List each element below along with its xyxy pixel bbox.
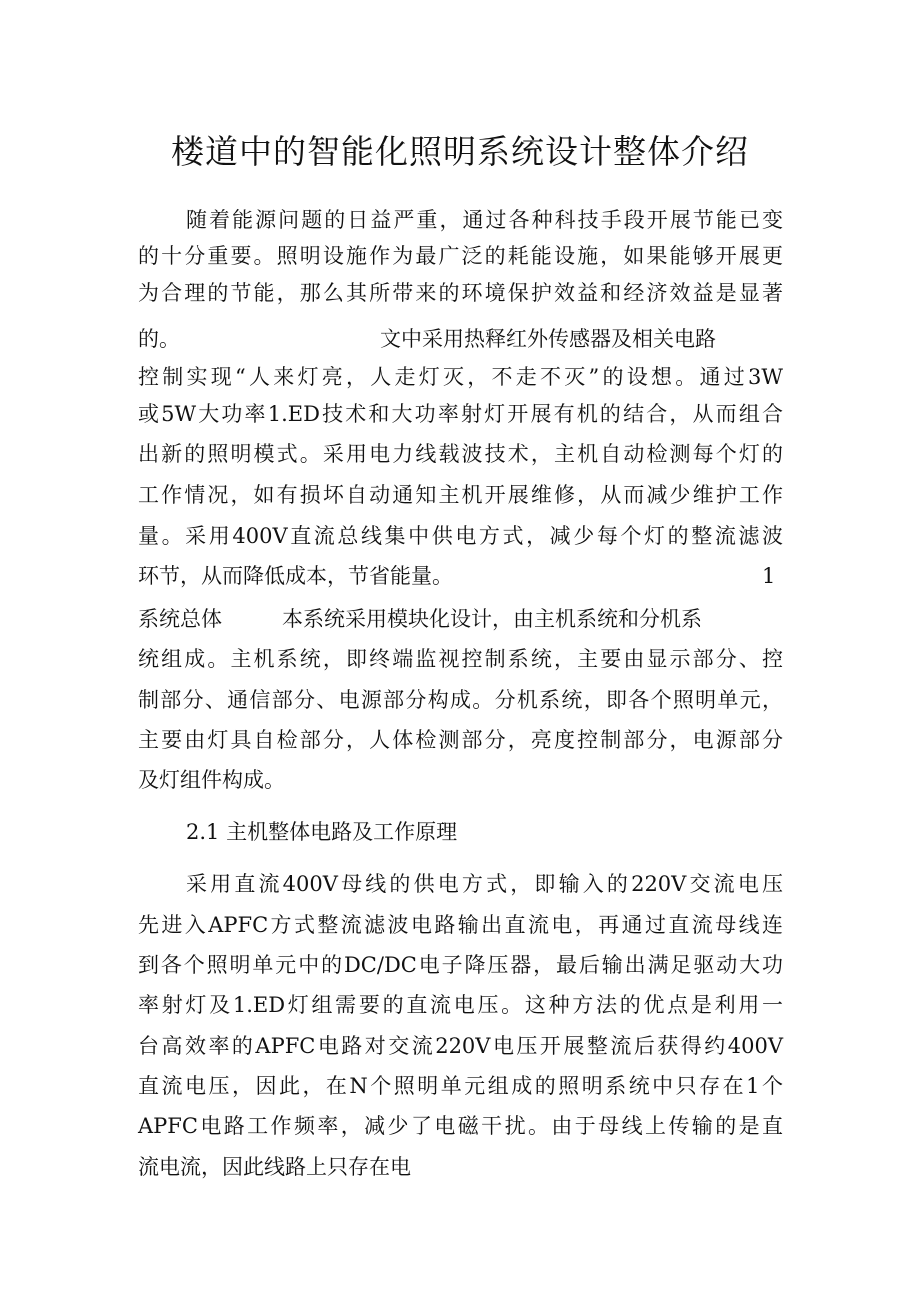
- text-line: 量。采用400V直流总线集中供电方式，减少每个灯的整流滤波: [138, 524, 783, 548]
- document-title: 楼道中的智能化照明系统设计整体介绍: [171, 132, 749, 171]
- text-line: 文中采用热释红外传感器及相关电路: [380, 327, 716, 351]
- text-line: 随着能源问题的日益严重，通过各种科技手段开展节能已变: [186, 208, 783, 232]
- text-line: 控制实现“人来灯亮，人走灯灭，不走不灭”的设想。通过3W: [138, 365, 783, 389]
- text-line: 出新的照明模式。采用电力线载波技术，主机自动检测每个灯的: [138, 442, 783, 466]
- subsection-heading: 2.1 主机整体电路及工作原理: [186, 820, 458, 844]
- text-line: 环节，从而降低成本，节省能量。: [138, 564, 453, 588]
- text-line: 率射灯及1.ED灯组需要的直流电压。这种方法的优点是利用一: [138, 993, 783, 1017]
- text-line: 先进入APFC方式整流滤波电路输出直流电，再通过直流母线连: [138, 913, 783, 937]
- text-line: 统组成。主机系统，即终端监视控制系统，主要由显示部分、控: [138, 647, 783, 671]
- text-line: 的十分重要。照明设施作为最广泛的耗能设施，如果能够开展更: [138, 244, 783, 268]
- text-line: 台高效率的APFC电路对交流220V电压开展整流后获得约400V: [138, 1034, 783, 1058]
- text-line: 流电流，因此线路上只存在电: [138, 1155, 411, 1179]
- text-line: 制部分、通信部分、电源部分构成。分机系统，即各个照明单元，: [138, 688, 783, 712]
- section-heading: 系统总体: [138, 607, 222, 631]
- text-line: 到各个照明单元中的DC/DC电子降压器，最后输出满足驱动大功: [138, 953, 783, 977]
- text-line: 采用直流400V母线的供电方式，即输入的220V交流电压: [186, 872, 783, 896]
- text-line: APFC电路工作频率，减少了电磁干扰。由于母线上传输的是直: [138, 1114, 783, 1138]
- text-line: 及灯组件构成。: [138, 768, 285, 792]
- text-line: 工作情况，如有损坏自动通知主机开展维修，从而减少维护工作: [138, 483, 783, 507]
- section-number: 1: [762, 564, 776, 588]
- text-line: 主要由灯具自检部分，人体检测部分，亮度控制部分，电源部分: [138, 728, 783, 752]
- text-line: 直流电压，因此，在N个照明单元组成的照明系统中只存在1个: [138, 1074, 783, 1098]
- text-line: 本系统采用模块化设计，由主机系统和分机系: [282, 607, 702, 631]
- text-line: 的。: [138, 327, 180, 351]
- text-line: 或5W大功率1.ED技术和大功率射灯开展有机的结合，从而组合: [138, 402, 783, 426]
- text-line: 为合理的节能，那么其所带来的环境保护效益和经济效益是显著: [138, 281, 783, 305]
